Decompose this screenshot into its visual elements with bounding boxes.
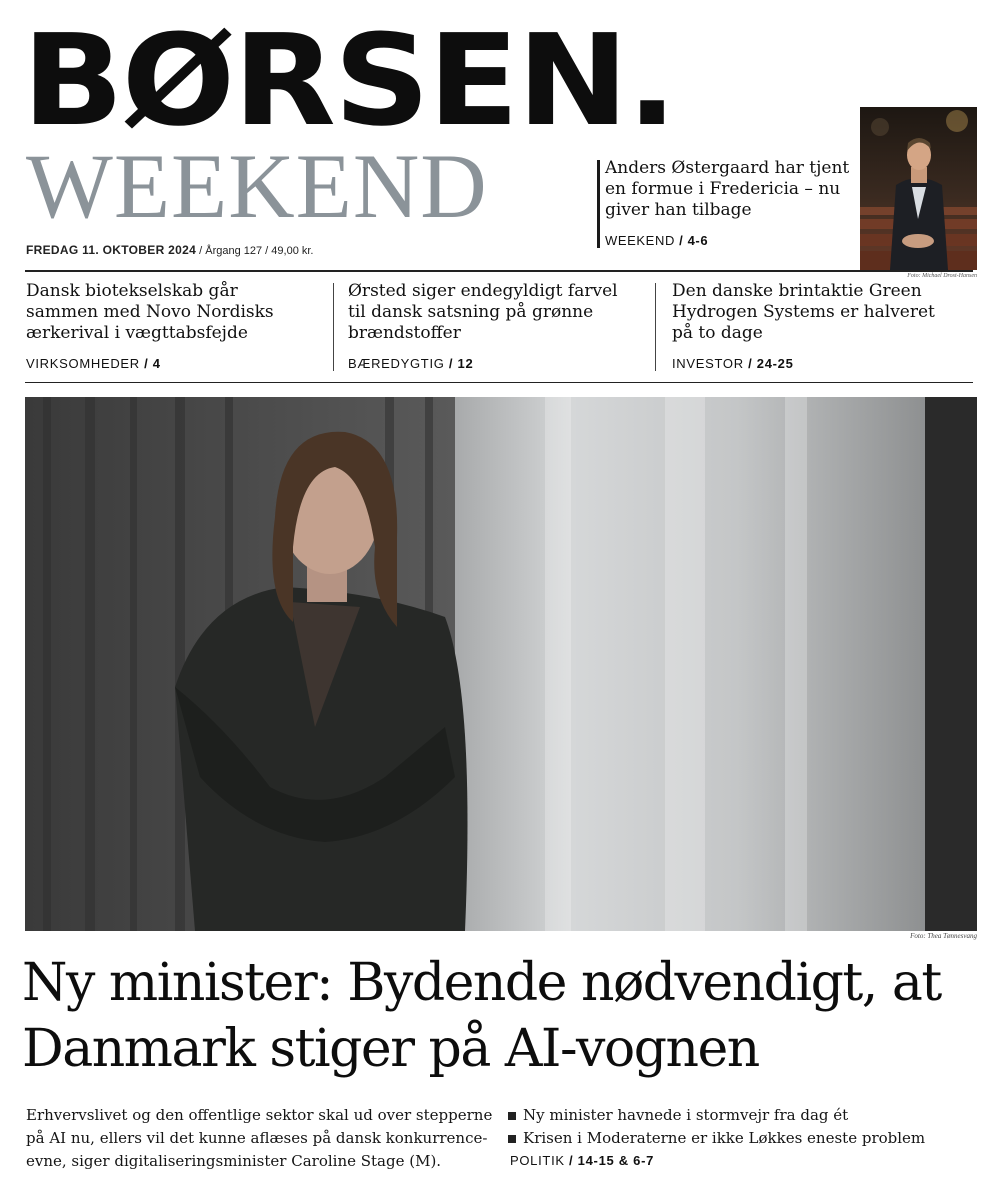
teaser-photo-credit: Foto: Michael Drost-Hansen (907, 273, 977, 279)
related-link-item[interactable] (508, 1104, 988, 1127)
column-1-section-label: VIRKSOMHEDER (26, 356, 140, 371)
column-divider (333, 283, 334, 371)
main-section-label: POLITIK (510, 1153, 565, 1168)
related-link-text: Ny minister havnede i stormvejr fra dag ét (523, 1106, 849, 1124)
teaser-photo[interactable] (860, 107, 977, 270)
column-3-headline[interactable]: Den danske brintaktie Green Hydrogen Systems er halveret på to dage (672, 281, 935, 343)
edition-info: / Årgang 127 / 49,00 kr. (196, 245, 314, 257)
column-1-section-pages: / 4 (139, 356, 161, 371)
dateline (26, 243, 314, 257)
masthead-subtitle: WEEKEND (26, 135, 488, 237)
main-section-pages: / 14-15 & 6-7 (564, 1153, 655, 1168)
column-3-section-label: INVESTOR (672, 356, 744, 371)
issue-date: FREDAG 11. OKTOBER 2024 (26, 243, 197, 257)
teaser-section-label: WEEKEND (605, 233, 675, 248)
column-1-headline[interactable]: Dansk biotekselskab går sammen med Novo Nordisks ærkerival i vægttabsfejde (26, 281, 274, 343)
teaser-section[interactable] (605, 233, 708, 248)
main-headline[interactable]: Ny minister: Bydende nødvendigt, at Danmark stiger på AI-vognen (22, 953, 941, 1079)
teaser-accent-bar (597, 160, 600, 248)
column-divider (655, 283, 656, 371)
header-rule (25, 270, 973, 272)
related-link-text: Krisen i Moderaterne er ikke Løkkes eneste problem (523, 1129, 926, 1147)
related-links (508, 1104, 988, 1150)
masthead-logo: BØRSEN. (22, 7, 676, 154)
square-bullet-icon (508, 1135, 516, 1143)
teaser-section-pages: / 4-6 (674, 233, 709, 248)
related-link-item[interactable] (508, 1127, 988, 1150)
column-3-section-pages: / 24-25 (743, 356, 794, 371)
column-3-section[interactable] (672, 356, 794, 371)
main-lede: Erhvervslivet og den offentlige sektor skal ud over stepperne på AI nu, ellers vil det kunne aflæses på dansk konkurrence-evne, siger digitaliseringsminister Caroline Stage (M). (26, 1106, 493, 1170)
teaser-headline[interactable]: Anders Østergaard har tjent en formue i Fredericia – nu giver han tilbage (605, 158, 850, 220)
square-bullet-icon (508, 1112, 516, 1120)
main-photo[interactable] (25, 397, 977, 931)
columns-rule (25, 382, 973, 383)
main-section[interactable] (510, 1153, 654, 1168)
column-2-section[interactable] (348, 356, 473, 371)
column-2-headline[interactable]: Ørsted siger endegyldigt farvel til dansk satsning på grønne brændstoffer (348, 281, 618, 343)
main-photo-credit: Foto: Thea Tønnesvang (910, 932, 977, 940)
column-2-section-pages: / 12 (444, 356, 474, 371)
column-2-section-label: BÆREDYGTIG (348, 356, 445, 371)
column-1-section[interactable] (26, 356, 161, 371)
